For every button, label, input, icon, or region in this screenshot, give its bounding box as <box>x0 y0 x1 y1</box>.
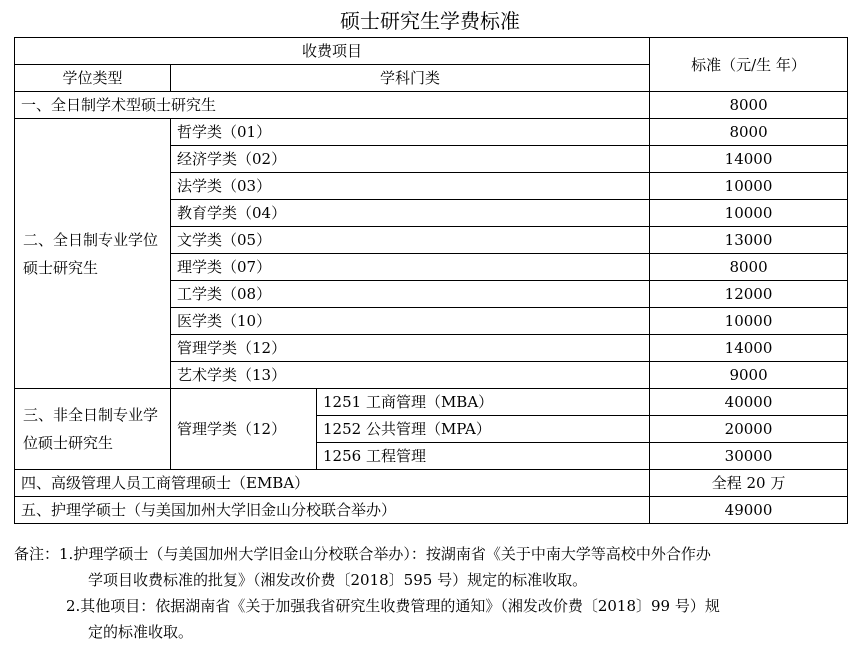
header-row-1 <box>15 38 848 65</box>
note-2 <box>14 593 854 619</box>
row-label: 四、高级管理人员工商管理硕士（EMBA） <box>15 470 650 497</box>
discipline-value: 10000 <box>650 200 848 227</box>
row-label: 五、护理学硕士（与美国加州大学旧金山分校联合举办） <box>15 497 650 524</box>
note-1-cont <box>14 567 854 593</box>
header-degree-type: 学位类型 <box>15 65 171 92</box>
discipline-value: 13000 <box>650 227 848 254</box>
discipline-category: 管理学类（12） <box>171 389 317 470</box>
row-value: 49000 <box>650 497 848 524</box>
discipline-name: 工学类（08） <box>171 281 650 308</box>
row-group-label: 二、全日制专业学位硕士研究生 <box>15 119 171 389</box>
discipline-value: 14000 <box>650 335 848 362</box>
fee-table <box>14 37 848 524</box>
discipline-name: 理学类（07） <box>171 254 650 281</box>
discipline-value: 14000 <box>650 146 848 173</box>
discipline-name: 经济学类（02） <box>171 146 650 173</box>
row-group-label: 三、非全日制专业学位硕士研究生 <box>15 389 171 470</box>
header-discipline: 学科门类 <box>171 65 650 92</box>
program-value: 30000 <box>650 443 848 470</box>
discipline-name: 法学类（03） <box>171 173 650 200</box>
note-1 <box>14 541 854 567</box>
program-name: 1256 工程管理 <box>317 443 650 470</box>
discipline-name: 哲学类（01） <box>171 119 650 146</box>
discipline-name: 医学类（10） <box>171 308 650 335</box>
discipline-value: 8000 <box>650 254 848 281</box>
discipline-value: 12000 <box>650 281 848 308</box>
discipline-value: 10000 <box>650 308 848 335</box>
note-2-line-2: 定的标准收取。 <box>88 623 194 641</box>
discipline-value: 10000 <box>650 173 848 200</box>
note-2-cont <box>14 619 854 645</box>
header-standard: 标准（元/生 年） <box>650 38 848 92</box>
table-row <box>15 119 848 146</box>
program-value: 20000 <box>650 416 848 443</box>
notes-prefix: 备注： <box>14 545 60 563</box>
header-item: 收费项目 <box>15 38 650 65</box>
note-2-line-1: 2.其他项目：依据湖南省《关于加强我省研究生收费管理的通知》（湘发改价费〔2018〕99 号）规 <box>66 597 720 615</box>
program-name: 1251 工商管理（MBA） <box>317 389 650 416</box>
note-1-line-2: 学项目收费标准的批复》（湘发改价费〔2018〕595 号）规定的标准收取。 <box>88 571 588 589</box>
program-name: 1252 公共管理（MPA） <box>317 416 650 443</box>
row-value: 8000 <box>650 92 848 119</box>
program-value: 40000 <box>650 389 848 416</box>
table-row <box>15 389 848 416</box>
page-title: 硕士研究生学费标准 <box>340 9 520 33</box>
discipline-value: 9000 <box>650 362 848 389</box>
discipline-name: 文学类（05） <box>171 227 650 254</box>
table-row <box>15 470 848 497</box>
table-row <box>15 497 848 524</box>
row-label: 一、全日制学术型硕士研究生 <box>15 92 650 119</box>
discipline-value: 8000 <box>650 119 848 146</box>
discipline-name: 艺术学类（13） <box>171 362 650 389</box>
discipline-name: 教育学类（04） <box>171 200 650 227</box>
discipline-name: 管理学类（12） <box>171 335 650 362</box>
notes <box>14 541 854 645</box>
row-value: 全程 20 万 <box>650 470 848 497</box>
note-1-line-1: 1.护理学硕士（与美国加州大学旧金山分校联合举办）：按湖南省《关于中南大学等高校中外合作办 <box>59 545 711 563</box>
table-row <box>15 92 848 119</box>
